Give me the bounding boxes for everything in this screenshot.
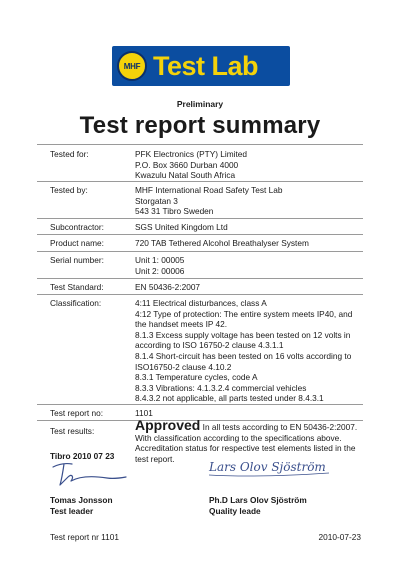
value-line: With classification according to the specifications above. bbox=[135, 432, 342, 443]
tested-by-value bbox=[135, 185, 282, 217]
tested-for-value bbox=[135, 149, 247, 181]
classification-label: Classification: bbox=[50, 298, 102, 308]
test-standard-value bbox=[135, 282, 200, 293]
value-line: 8.3.1 Temperature cycles, code A bbox=[135, 372, 258, 383]
value-line: 8.1.3 Excess supply voltage has been tested on 12 volts in bbox=[135, 329, 351, 340]
left-signatory-role: Test leader bbox=[50, 506, 94, 516]
value-line: SGS United Kingdom Ltd bbox=[135, 222, 228, 232]
footer-report-number: Test report nr 1101 bbox=[50, 532, 120, 542]
left-signatory-name: Tomas Jonsson bbox=[50, 495, 113, 505]
logo-text: Test Lab bbox=[153, 51, 259, 81]
approved-rest: In all tests according to EN 50436-2:2007. bbox=[200, 422, 358, 432]
value-line: the handset meets IP 42. bbox=[135, 319, 228, 330]
approved-line bbox=[135, 417, 358, 433]
value-line: 8.4.3.2 not applicable, all parts tested under 8.4.3.1 bbox=[135, 393, 324, 404]
test-standard-label: Test Standard: bbox=[50, 282, 104, 292]
subcontractor-label: Subcontractor: bbox=[50, 222, 104, 232]
value-line: EN 50436-2:2007 bbox=[135, 282, 201, 292]
tested-for-label: Tested for: bbox=[50, 149, 89, 159]
value-line: 543 31 Tibro Sweden bbox=[135, 206, 214, 217]
logo-badge-text: MHF bbox=[123, 61, 141, 71]
divider bbox=[37, 278, 363, 279]
value-line: P.O. Box 3660 Durban 4000 bbox=[135, 159, 239, 170]
serial-number-label: Serial number: bbox=[50, 255, 104, 265]
divider bbox=[37, 404, 363, 405]
right-signature-icon bbox=[205, 454, 335, 480]
value-line: Kwazulu Natal South Africa bbox=[135, 170, 236, 181]
page-title: Test report summary bbox=[79, 112, 321, 139]
value-line: test report. bbox=[135, 453, 175, 464]
mhf-test-lab-logo bbox=[112, 46, 290, 86]
tested-by-label: Tested by: bbox=[50, 185, 88, 195]
date-place: Tibro 2010 07 23 bbox=[50, 451, 115, 461]
preliminary-label: Preliminary bbox=[176, 99, 224, 109]
value-line: 720 TAB Tethered Alcohol Breathalyser System bbox=[135, 238, 309, 248]
divider bbox=[37, 181, 363, 182]
value-line: 8.1.4 Short-circuit has been tested on 16 volts according to bbox=[135, 350, 352, 361]
subcontractor-value bbox=[135, 222, 228, 233]
left-signatory bbox=[50, 495, 113, 517]
value-line: 4:12 Type of protection: The entire system meets IP40, and bbox=[135, 308, 353, 319]
value-line: ISO16750-2 clause 4.10.2 bbox=[135, 361, 232, 372]
value-line: PFK Electronics (PTY) Limited bbox=[135, 149, 248, 159]
divider bbox=[37, 251, 363, 252]
svg-text:Lars Olov Sjöström: Lars Olov Sjöström bbox=[209, 460, 326, 474]
test-results-label: Test results: bbox=[50, 426, 95, 436]
product-name-value bbox=[135, 238, 309, 249]
serial-number-value bbox=[135, 255, 184, 276]
value-line: MHF International Road Safety Test Lab bbox=[135, 185, 283, 195]
value-line: according to ISO 16750-2 clause 4.3.1.1 bbox=[135, 340, 284, 351]
value-line: Accreditation status for respective test elements listed in the bbox=[135, 443, 356, 454]
right-signatory-name: Ph.D Lars Olov Sjöström bbox=[209, 495, 307, 505]
test-report-no-label: Test report no: bbox=[50, 408, 104, 418]
right-signatory bbox=[209, 495, 307, 517]
approved-word: Approved bbox=[135, 417, 201, 433]
left-signature-icon bbox=[50, 459, 130, 489]
divider bbox=[37, 294, 363, 295]
classification-value bbox=[135, 298, 352, 404]
value-line: Unit 1: 00005 bbox=[135, 255, 185, 265]
divider bbox=[37, 218, 363, 219]
footer-date: 2010-07-23 bbox=[318, 532, 361, 542]
product-name-label: Product name: bbox=[50, 238, 104, 248]
value-line: 4:11 Electrical disturbances, class A bbox=[135, 298, 267, 308]
right-signatory-role: Quality leade bbox=[209, 506, 261, 516]
mhf-badge-icon bbox=[117, 51, 147, 81]
value-line: 1101 bbox=[135, 408, 153, 418]
value-line: 8.3.3 Vibrations: 4.1.3.2.4 commercial vehicles bbox=[135, 382, 307, 393]
divider bbox=[37, 144, 363, 145]
value-line: Storgatan 3 bbox=[135, 195, 178, 206]
divider bbox=[37, 234, 363, 235]
value-line: Unit 2: 00006 bbox=[135, 265, 185, 276]
